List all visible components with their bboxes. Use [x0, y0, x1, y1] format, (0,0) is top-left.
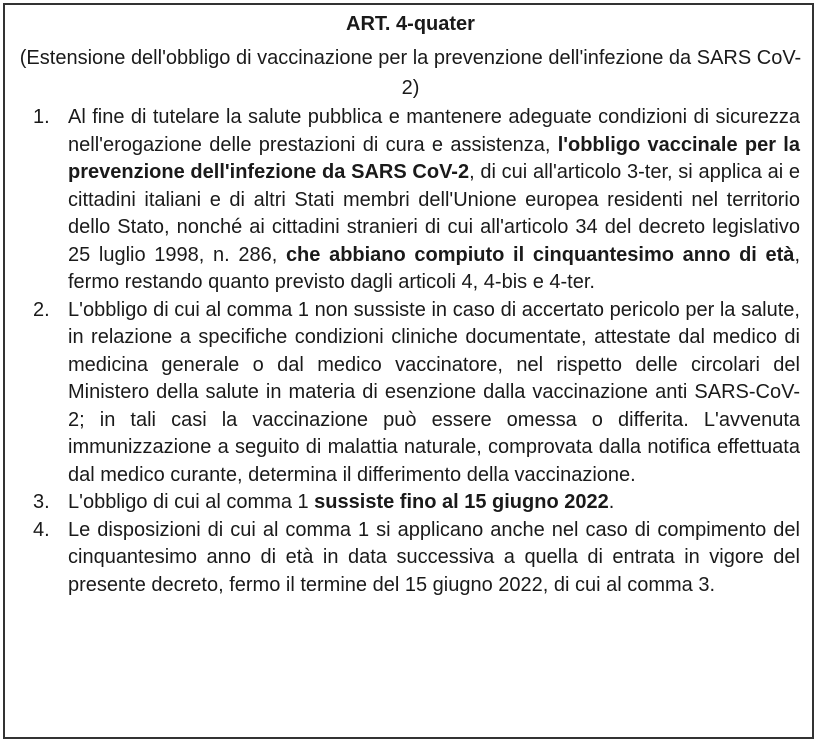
item-number: 3. [33, 491, 50, 513]
item-bold-text: l'obbligo vaccinale per la prevenzione dell'infezione da SARS CoV-2 [68, 133, 800, 183]
item-text: L'obbligo di cui al comma 1 non sussiste in caso di accertato pericolo per la salute, in relazione a specifiche condizioni cliniche documentate, attestate dal medico di medicina generale o dal medico vaccinatore, nel rispetto delle circolari del Ministero della salute in materia di esenzione dalla vaccinazione anti SARS-CoV-2; in tali casi la vaccinazione può essere omessa o differita. L'avvenuta immunizzazione a seguito di malattia naturale, comprovata dalla notifica effettuata dal medico curante, determina il differimento della vaccinazione. [68, 298, 800, 486]
item-text: Al fine di tutelare la salute pubblica e mantenere adeguate condizioni di sicurezza nell'erogazione delle prestazioni di cura e assistenza, [68, 106, 800, 156]
item-text: , di cui all'articolo 3-ter, si applica ai e cittadini italiani e di altri Stati membri dell'Unione europea residenti nel territorio dello Stato, nonché ai cittadini stranieri di cui all'articolo 34 del decreto legislativo 25 luglio 1998, n. 286, [68, 161, 801, 266]
item-bold-text: che abbiano compiuto il cinquantesimo anno di età [285, 243, 795, 266]
list-item-4 [5, 517, 816, 600]
item-text: L'obbligo di cui al comma 1 [68, 491, 315, 513]
list-item-2 [5, 297, 816, 490]
item-number: 1. [33, 106, 50, 128]
item-number: 4. [33, 518, 50, 541]
article-items [5, 104, 816, 599]
list-item-3 [5, 489, 816, 517]
item-bold-text: sussiste fino al 15 giugno 2022 [314, 491, 609, 513]
list-item-1 [5, 104, 816, 297]
item-text: Le disposizioni di cui al comma 1 si applicano anche nel caso di compimento del cinquantesimo anno di età in data successiva a quella di entrata in vigore del presente decreto, fermo il termine del 15 giugno 2022, di cui al comma 3. [68, 518, 800, 596]
item-number: 2. [33, 298, 50, 321]
article-subtitle: (Estensione dell'obbligo di vaccinazione per la prevenzione dell'infezione da SARS CoV-2) [19, 47, 802, 99]
article-title: ART. 4-quater [346, 13, 475, 35]
item-text: , fermo restando quanto previsto dagli articoli 4, 4-bis e 4-ter. [68, 243, 800, 293]
item-text: . [608, 491, 615, 513]
article-box [3, 3, 814, 739]
